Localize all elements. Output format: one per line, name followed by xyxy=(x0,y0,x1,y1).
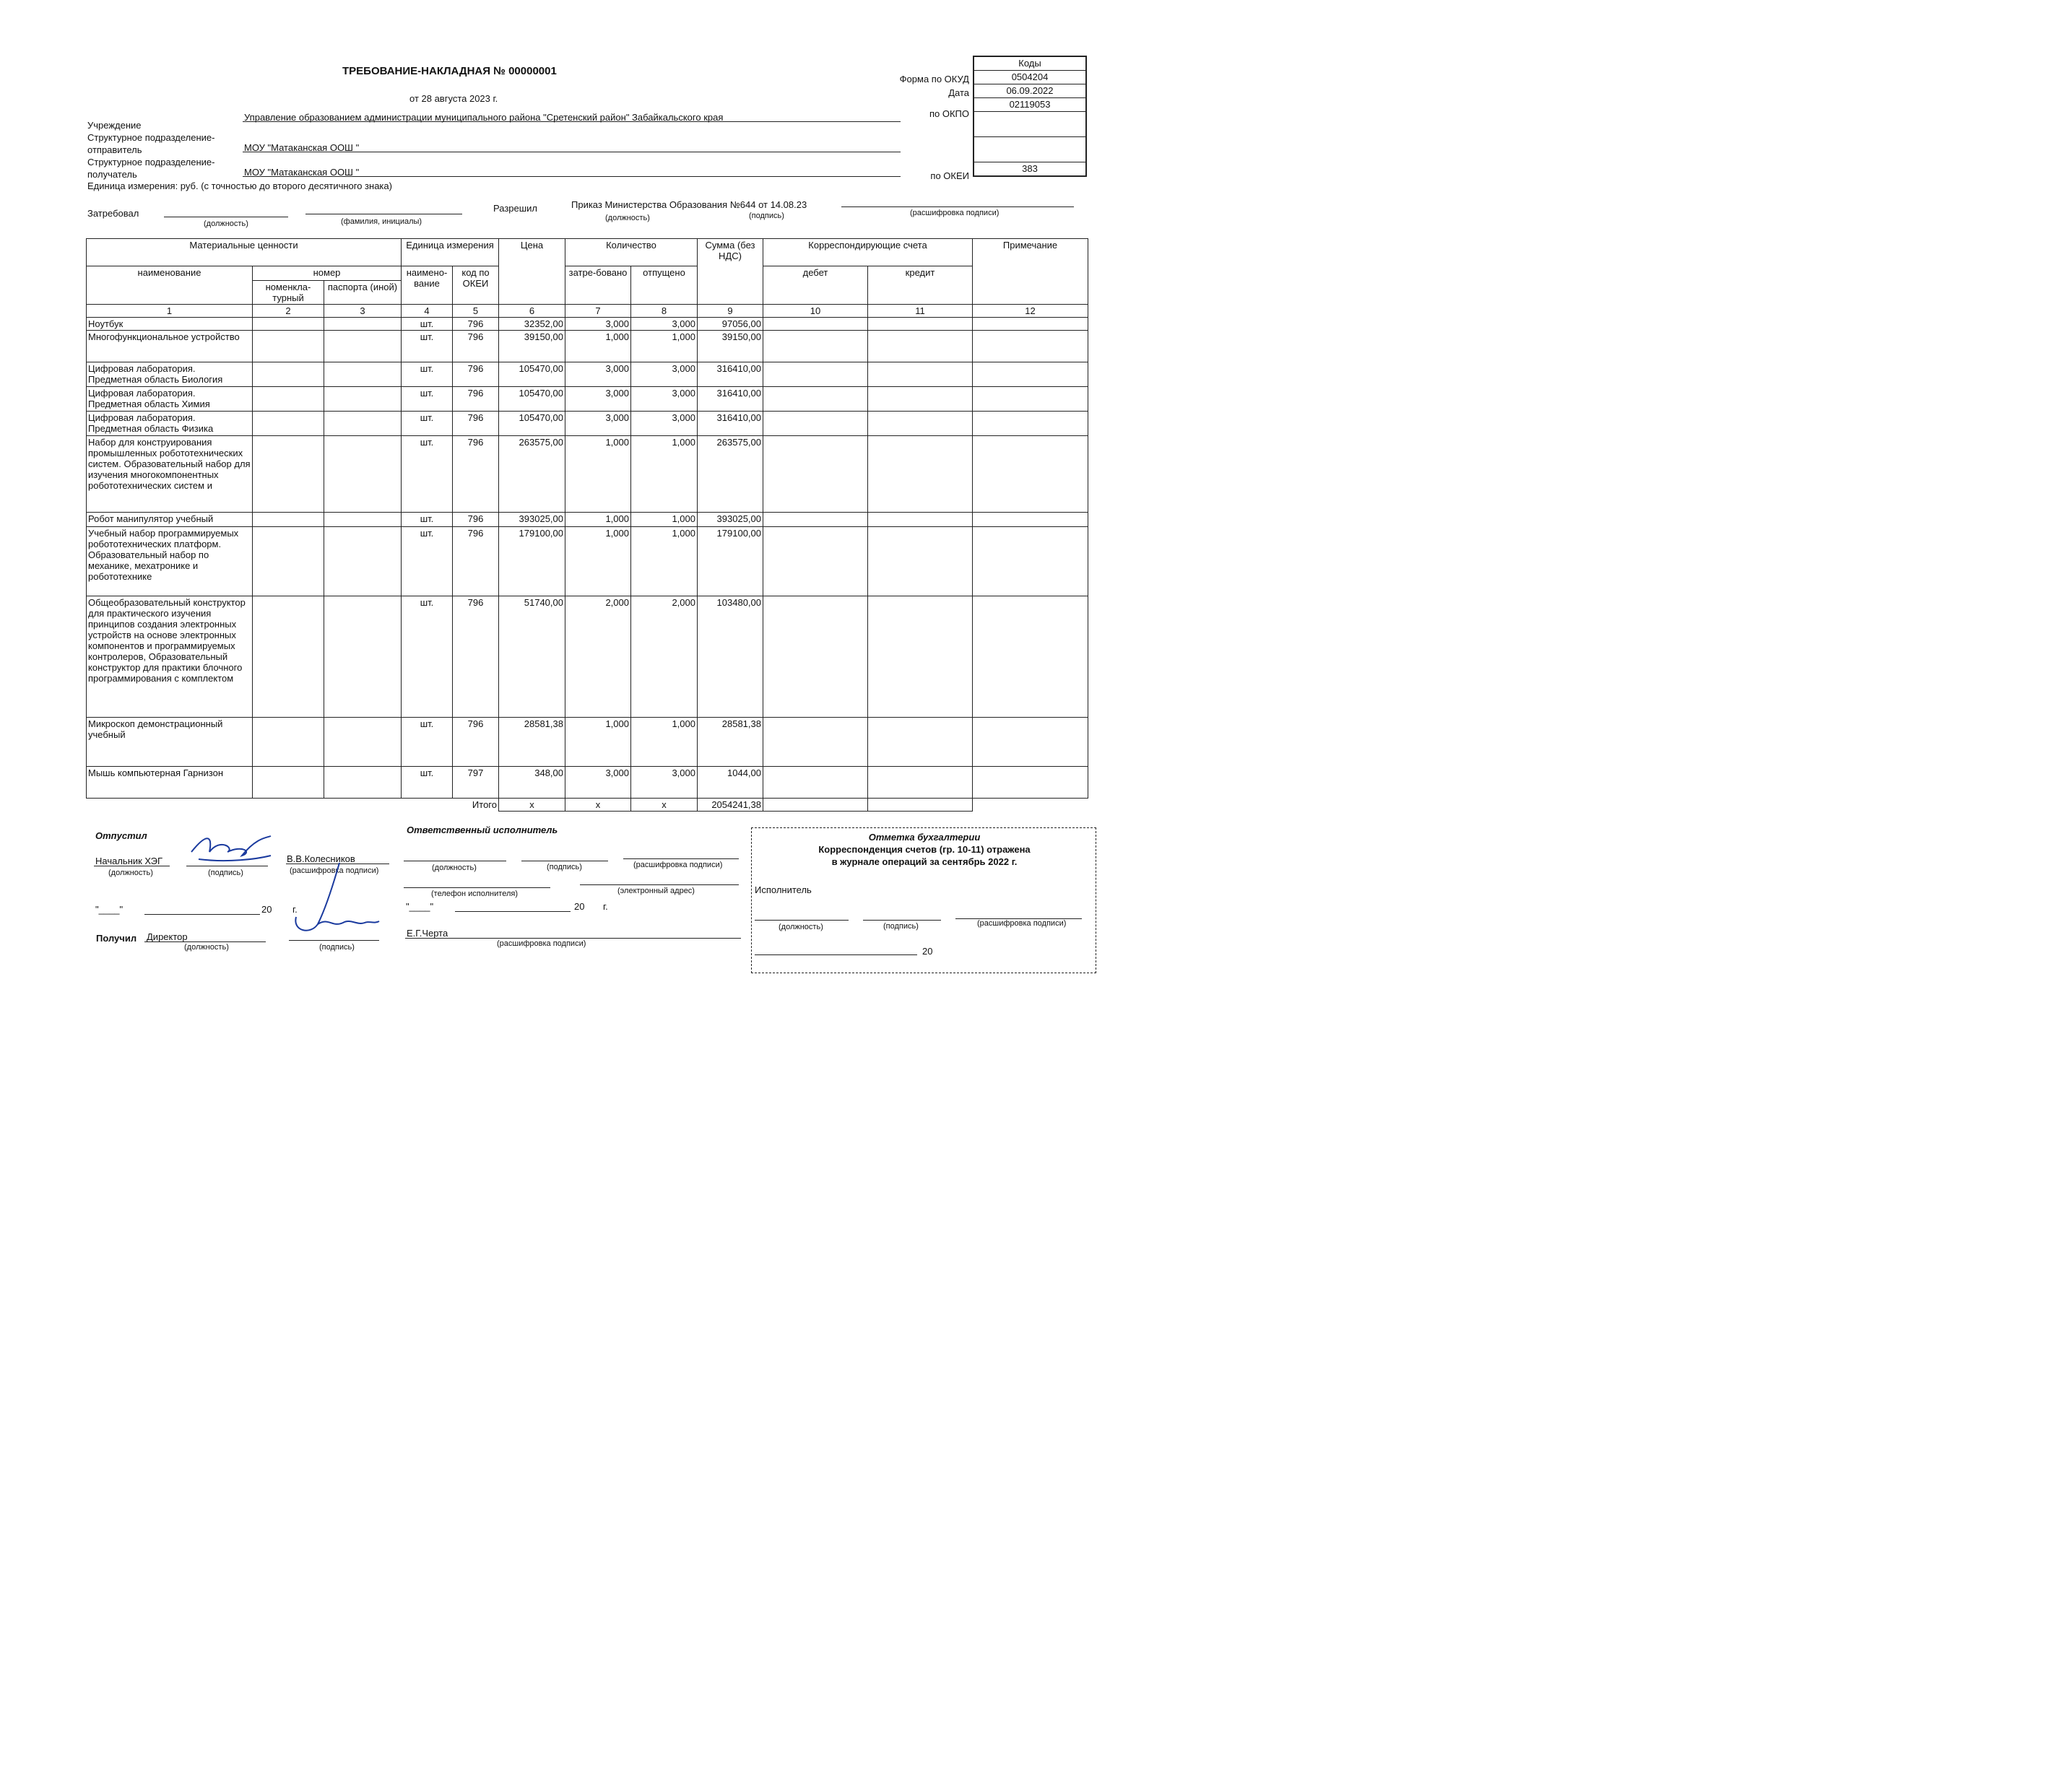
item-requested: 1,000 xyxy=(565,513,631,527)
released-date-open: "____" xyxy=(95,904,123,915)
item-nomen xyxy=(253,318,324,331)
item-nomen xyxy=(253,767,324,799)
item-note xyxy=(973,436,1088,513)
column-number: 12 xyxy=(973,305,1088,318)
institution-label: Учреждение xyxy=(87,120,142,131)
column-number: 8 xyxy=(631,305,698,318)
item-unit: шт. xyxy=(402,596,453,718)
item-requested: 2,000 xyxy=(565,596,631,718)
item-name: Микроскоп демонстрационный учебный xyxy=(87,718,253,767)
released-name: В.В.Колесников xyxy=(287,853,355,864)
item-passport xyxy=(324,331,402,362)
sender-code xyxy=(974,112,1085,137)
item-name: Общеобразовательный конструктор для практического изучения принципов создания электронных устройств на основе электронных компонентов и программируемых контролеров, Образовательный конструктор для практики блочного программирования с комплектом xyxy=(87,596,253,718)
released-position-caption: (должность) xyxy=(108,869,153,877)
item-sum: 393025,00 xyxy=(698,513,763,527)
table-row xyxy=(87,412,1088,436)
item-unit: шт. xyxy=(402,331,453,362)
item-nomen xyxy=(253,362,324,387)
responsible-decode-caption: (расшифровка подписи) xyxy=(633,861,723,869)
h-unit: Единица измерения xyxy=(402,239,499,266)
okpo-label: по ОКПО xyxy=(929,108,969,119)
item-nomen xyxy=(253,412,324,436)
allowed-decode-line xyxy=(841,206,1074,207)
acc-position-caption: (должность) xyxy=(779,923,823,931)
item-released: 3,000 xyxy=(631,318,698,331)
released-signature-caption: (подпись) xyxy=(208,869,243,877)
item-passport xyxy=(324,362,402,387)
item-credit xyxy=(868,412,973,436)
item-unit: шт. xyxy=(402,767,453,799)
requested-position-caption: (должность) xyxy=(204,219,248,228)
item-price: 28581,38 xyxy=(499,718,565,767)
received-signature xyxy=(289,859,383,946)
item-unit: шт. xyxy=(402,436,453,513)
item-released: 3,000 xyxy=(631,387,698,412)
h-materials: Материальные ценности xyxy=(87,239,402,266)
h-accounts: Корреспондирующие счета xyxy=(763,239,973,266)
item-unit: шт. xyxy=(402,718,453,767)
date-code-label: Дата xyxy=(948,87,969,98)
item-released: 3,000 xyxy=(631,767,698,799)
item-price: 105470,00 xyxy=(499,362,565,387)
total-req-x: х xyxy=(565,799,631,812)
item-requested: 3,000 xyxy=(565,767,631,799)
requested-label: Затребовал xyxy=(87,208,139,219)
okei-code: 383 xyxy=(1022,163,1038,174)
item-credit xyxy=(868,718,973,767)
item-sum: 179100,00 xyxy=(698,527,763,596)
item-note xyxy=(973,527,1088,596)
responsible-decode-line xyxy=(623,858,739,859)
item-released: 1,000 xyxy=(631,331,698,362)
item-note xyxy=(973,387,1088,412)
receiver-label-2: получатель xyxy=(87,169,137,180)
responsible-label: Ответственный исполнитель xyxy=(407,825,558,835)
item-credit xyxy=(868,362,973,387)
column-number: 1 xyxy=(87,305,253,318)
item-credit xyxy=(868,767,973,799)
h-sum: Сумма (без НДС) xyxy=(698,239,763,305)
released-decode-caption: (расшифровка подписи) xyxy=(290,866,379,875)
item-requested: 3,000 xyxy=(565,387,631,412)
item-passport xyxy=(324,527,402,596)
item-requested: 3,000 xyxy=(565,412,631,436)
h-nomen: номенкла-турный xyxy=(253,281,324,305)
received-label: Получил xyxy=(96,933,137,944)
item-sum: 316410,00 xyxy=(698,362,763,387)
released-date-g: г. xyxy=(292,904,298,915)
item-note xyxy=(973,362,1088,387)
allowed-value: Приказ Министерства Образования №644 от 14.08.23 xyxy=(571,199,807,210)
released-signature xyxy=(184,830,278,870)
item-okei: 797 xyxy=(453,767,499,799)
item-nomen xyxy=(253,331,324,362)
h-price: Цена xyxy=(499,239,565,305)
responsible-date-line xyxy=(455,911,571,912)
item-debit xyxy=(763,412,868,436)
codes-title: Коды xyxy=(974,57,1085,71)
column-number: 3 xyxy=(324,305,402,318)
phone-caption: (телефон исполнителя) xyxy=(431,890,518,898)
okud-code: 0504204 xyxy=(974,71,1085,84)
received-name-line xyxy=(405,938,741,939)
item-nomen xyxy=(253,596,324,718)
accounting-mark-title: Отметка бухгалтерии xyxy=(868,832,981,843)
total-rel-x: х xyxy=(631,799,698,812)
responsible-date-open: "____" xyxy=(406,901,434,912)
received-name: Е.Г.Черта xyxy=(407,928,448,939)
item-price: 32352,00 xyxy=(499,318,565,331)
item-passport xyxy=(324,513,402,527)
column-numbers-row xyxy=(87,305,1088,318)
item-name: Цифровая лаборатория. Предметная область Биология xyxy=(87,362,253,387)
document-title: ТРЕБОВАНИЕ-НАКЛАДНАЯ № 00000001 xyxy=(342,65,557,77)
allowed-label: Разрешил xyxy=(493,203,538,214)
h-debit: дебет xyxy=(763,266,868,305)
item-name: Мышь компьютерная Гарнизон xyxy=(87,767,253,799)
item-price: 263575,00 xyxy=(499,436,565,513)
table-row xyxy=(87,718,1088,767)
acc-date-line xyxy=(755,954,917,955)
column-number: 5 xyxy=(453,305,499,318)
item-requested: 1,000 xyxy=(565,436,631,513)
item-note xyxy=(973,318,1088,331)
item-name: Набор для конструирования промышленных робототехнических систем. Образовательный набор для изучения многокомпонентных робототехнических систем и xyxy=(87,436,253,513)
item-name: Учебный набор программируемых робототехнических платформ. Образовательный набор по механике, мехатронике и робототехнике xyxy=(87,527,253,596)
item-nomen xyxy=(253,387,324,412)
item-nomen xyxy=(253,527,324,596)
h-note: Примечание xyxy=(973,239,1088,305)
item-passport xyxy=(324,412,402,436)
item-released: 1,000 xyxy=(631,436,698,513)
item-nomen xyxy=(253,436,324,513)
item-sum: 316410,00 xyxy=(698,387,763,412)
accounting-executor-label: Исполнитель xyxy=(755,884,812,895)
item-credit xyxy=(868,596,973,718)
item-name: Цифровая лаборатория. Предметная область Физика xyxy=(87,412,253,436)
item-okei: 796 xyxy=(453,718,499,767)
item-credit xyxy=(868,318,973,331)
receiver-value: МОУ "Матаканская ООШ " xyxy=(244,167,360,178)
item-requested: 3,000 xyxy=(565,318,631,331)
table-row xyxy=(87,527,1088,596)
item-unit: шт. xyxy=(402,318,453,331)
item-credit xyxy=(868,527,973,596)
accounting-mark-line1: Корреспонденция счетов (гр. 10-11) отражена xyxy=(818,844,1031,855)
item-requested: 3,000 xyxy=(565,362,631,387)
item-price: 348,00 xyxy=(499,767,565,799)
table-rows xyxy=(87,318,1088,799)
item-price: 393025,00 xyxy=(499,513,565,527)
h-qty: Количество xyxy=(565,239,698,266)
table-row xyxy=(87,436,1088,513)
item-sum: 39150,00 xyxy=(698,331,763,362)
item-released: 3,000 xyxy=(631,362,698,387)
date-code: 06.09.2022 xyxy=(974,84,1085,98)
item-unit: шт. xyxy=(402,362,453,387)
total-price-x: х xyxy=(499,799,565,812)
item-sum: 97056,00 xyxy=(698,318,763,331)
item-released: 2,000 xyxy=(631,596,698,718)
item-debit xyxy=(763,387,868,412)
item-released: 1,000 xyxy=(631,527,698,596)
received-position-caption: (должность) xyxy=(184,943,229,952)
sender-label-1: Структурное подразделение- xyxy=(87,132,215,143)
received-decode-caption: (расшифровка подписи) xyxy=(497,939,586,948)
item-name: Многофункциональное устройство xyxy=(87,331,253,362)
item-note xyxy=(973,412,1088,436)
receiver-line xyxy=(243,176,901,177)
item-passport xyxy=(324,767,402,799)
acc-signature-caption: (подпись) xyxy=(883,922,919,931)
item-price: 39150,00 xyxy=(499,331,565,362)
okud-label: Форма по ОКУД xyxy=(899,74,969,84)
item-unit: шт. xyxy=(402,387,453,412)
h-credit: кредит xyxy=(868,266,973,305)
received-position-line xyxy=(144,941,266,942)
column-number: 6 xyxy=(499,305,565,318)
item-debit xyxy=(763,513,868,527)
table-row xyxy=(87,362,1088,387)
unit-of-measure: Единица измерения: руб. (с точностью до второго десятичного знака) xyxy=(87,180,392,191)
institution-line xyxy=(243,121,901,122)
item-okei: 796 xyxy=(453,527,499,596)
acc-decode-caption: (расшифровка подписи) xyxy=(977,919,1067,928)
item-okei: 796 xyxy=(453,362,499,387)
column-number: 10 xyxy=(763,305,868,318)
item-requested: 1,000 xyxy=(565,527,631,596)
h-number: номер xyxy=(253,266,402,281)
item-released: 1,000 xyxy=(631,513,698,527)
item-debit xyxy=(763,362,868,387)
item-name: Ноутбук xyxy=(87,318,253,331)
h-passport: паспорта (иной) xyxy=(324,281,402,305)
table-row xyxy=(87,331,1088,362)
materials-table xyxy=(86,238,1088,812)
responsible-position-caption: (должность) xyxy=(432,864,477,872)
total-debit xyxy=(763,799,868,812)
table-row xyxy=(87,387,1088,412)
item-note xyxy=(973,767,1088,799)
item-unit: шт. xyxy=(402,527,453,596)
table-row xyxy=(87,767,1088,799)
okpo-code: 02119053 xyxy=(974,98,1085,112)
item-passport xyxy=(324,387,402,412)
receiver-code xyxy=(974,137,1085,162)
item-okei: 796 xyxy=(453,318,499,331)
item-credit xyxy=(868,331,973,362)
item-passport xyxy=(324,718,402,767)
item-note xyxy=(973,718,1088,767)
item-nomen xyxy=(253,718,324,767)
released-label: Отпустил xyxy=(95,830,147,841)
acc-position-line xyxy=(755,920,849,921)
institution-value: Управление образованием администрации муниципального района "Сретенский район" Забайкальского края xyxy=(244,112,724,123)
responsible-date-g: г. xyxy=(603,901,608,912)
total-label: Итого xyxy=(472,799,497,810)
acc-signature-line xyxy=(863,920,941,921)
item-debit xyxy=(763,718,868,767)
item-released: 1,000 xyxy=(631,718,698,767)
item-debit xyxy=(763,767,868,799)
item-okei: 796 xyxy=(453,513,499,527)
item-debit xyxy=(763,331,868,362)
column-number: 9 xyxy=(698,305,763,318)
requested-name-caption: (фамилия, инициалы) xyxy=(341,217,422,226)
item-unit: шт. xyxy=(402,513,453,527)
document-date: от 28 августа 2023 г. xyxy=(409,93,498,104)
okei-label: по ОКЕИ xyxy=(930,170,969,181)
allowed-position-caption: (должность) xyxy=(605,214,650,222)
item-credit xyxy=(868,513,973,527)
phone-line xyxy=(404,887,550,888)
responsible-signature-caption: (подпись) xyxy=(547,863,582,871)
table-row xyxy=(87,318,1088,331)
receiver-label-1: Структурное подразделение- xyxy=(87,157,215,168)
released-date-line xyxy=(144,914,260,915)
item-passport xyxy=(324,318,402,331)
allowed-decode-caption: (расшифровка подписи) xyxy=(910,209,1000,217)
item-price: 179100,00 xyxy=(499,527,565,596)
item-name: Робот манипулятор учебный xyxy=(87,513,253,527)
item-note xyxy=(973,513,1088,527)
sender-value: МОУ "Матаканская ООШ " xyxy=(244,142,360,153)
email-caption: (электронный адрес) xyxy=(617,887,695,895)
h-unit-name: наимено-вание xyxy=(402,266,453,305)
table-row xyxy=(87,596,1088,718)
item-credit xyxy=(868,436,973,513)
item-passport xyxy=(324,596,402,718)
item-okei: 796 xyxy=(453,436,499,513)
column-number: 11 xyxy=(868,305,973,318)
item-sum: 28581,38 xyxy=(698,718,763,767)
column-number: 4 xyxy=(402,305,453,318)
item-requested: 1,000 xyxy=(565,718,631,767)
column-number: 2 xyxy=(253,305,324,318)
item-debit xyxy=(763,527,868,596)
received-position: Директор xyxy=(147,931,188,942)
item-passport xyxy=(324,436,402,513)
acc-date-year: 20 xyxy=(922,946,933,957)
item-note xyxy=(973,596,1088,718)
allowed-signature-caption: (подпись) xyxy=(749,212,784,220)
item-debit xyxy=(763,318,868,331)
codes-box xyxy=(973,56,1087,177)
item-credit xyxy=(868,387,973,412)
item-name: Цифровая лаборатория. Предметная область Химия xyxy=(87,387,253,412)
item-requested: 1,000 xyxy=(565,331,631,362)
h-requested: затре-бовано xyxy=(565,266,631,305)
sender-label-2: отправитель xyxy=(87,144,142,155)
item-sum: 263575,00 xyxy=(698,436,763,513)
email-line xyxy=(580,884,739,885)
total-sum: 2054241,38 xyxy=(698,799,763,812)
item-sum: 1044,00 xyxy=(698,767,763,799)
total-credit xyxy=(868,799,973,812)
table-row xyxy=(87,513,1088,527)
item-note xyxy=(973,331,1088,362)
h-okei: код по ОКЕИ xyxy=(453,266,499,305)
item-sum: 103480,00 xyxy=(698,596,763,718)
item-okei: 796 xyxy=(453,596,499,718)
item-released: 3,000 xyxy=(631,412,698,436)
released-date-year: 20 xyxy=(261,904,272,915)
item-debit xyxy=(763,596,868,718)
item-price: 105470,00 xyxy=(499,387,565,412)
received-signature-caption: (подпись) xyxy=(319,943,355,952)
item-okei: 796 xyxy=(453,387,499,412)
total-note xyxy=(973,799,1088,812)
item-sum: 316410,00 xyxy=(698,412,763,436)
item-price: 105470,00 xyxy=(499,412,565,436)
item-okei: 796 xyxy=(453,331,499,362)
h-released: отпущено xyxy=(631,266,698,305)
item-okei: 796 xyxy=(453,412,499,436)
h-name: наименование xyxy=(87,266,253,305)
responsible-date-year: 20 xyxy=(574,901,585,912)
column-number: 7 xyxy=(565,305,631,318)
item-unit: шт. xyxy=(402,412,453,436)
item-nomen xyxy=(253,513,324,527)
released-position: Начальник ХЭГ xyxy=(95,856,163,866)
total-row xyxy=(87,799,1088,812)
item-price: 51740,00 xyxy=(499,596,565,718)
accounting-mark-line2: в журнале операций за сентябрь 2022 г. xyxy=(831,856,1018,867)
item-debit xyxy=(763,436,868,513)
